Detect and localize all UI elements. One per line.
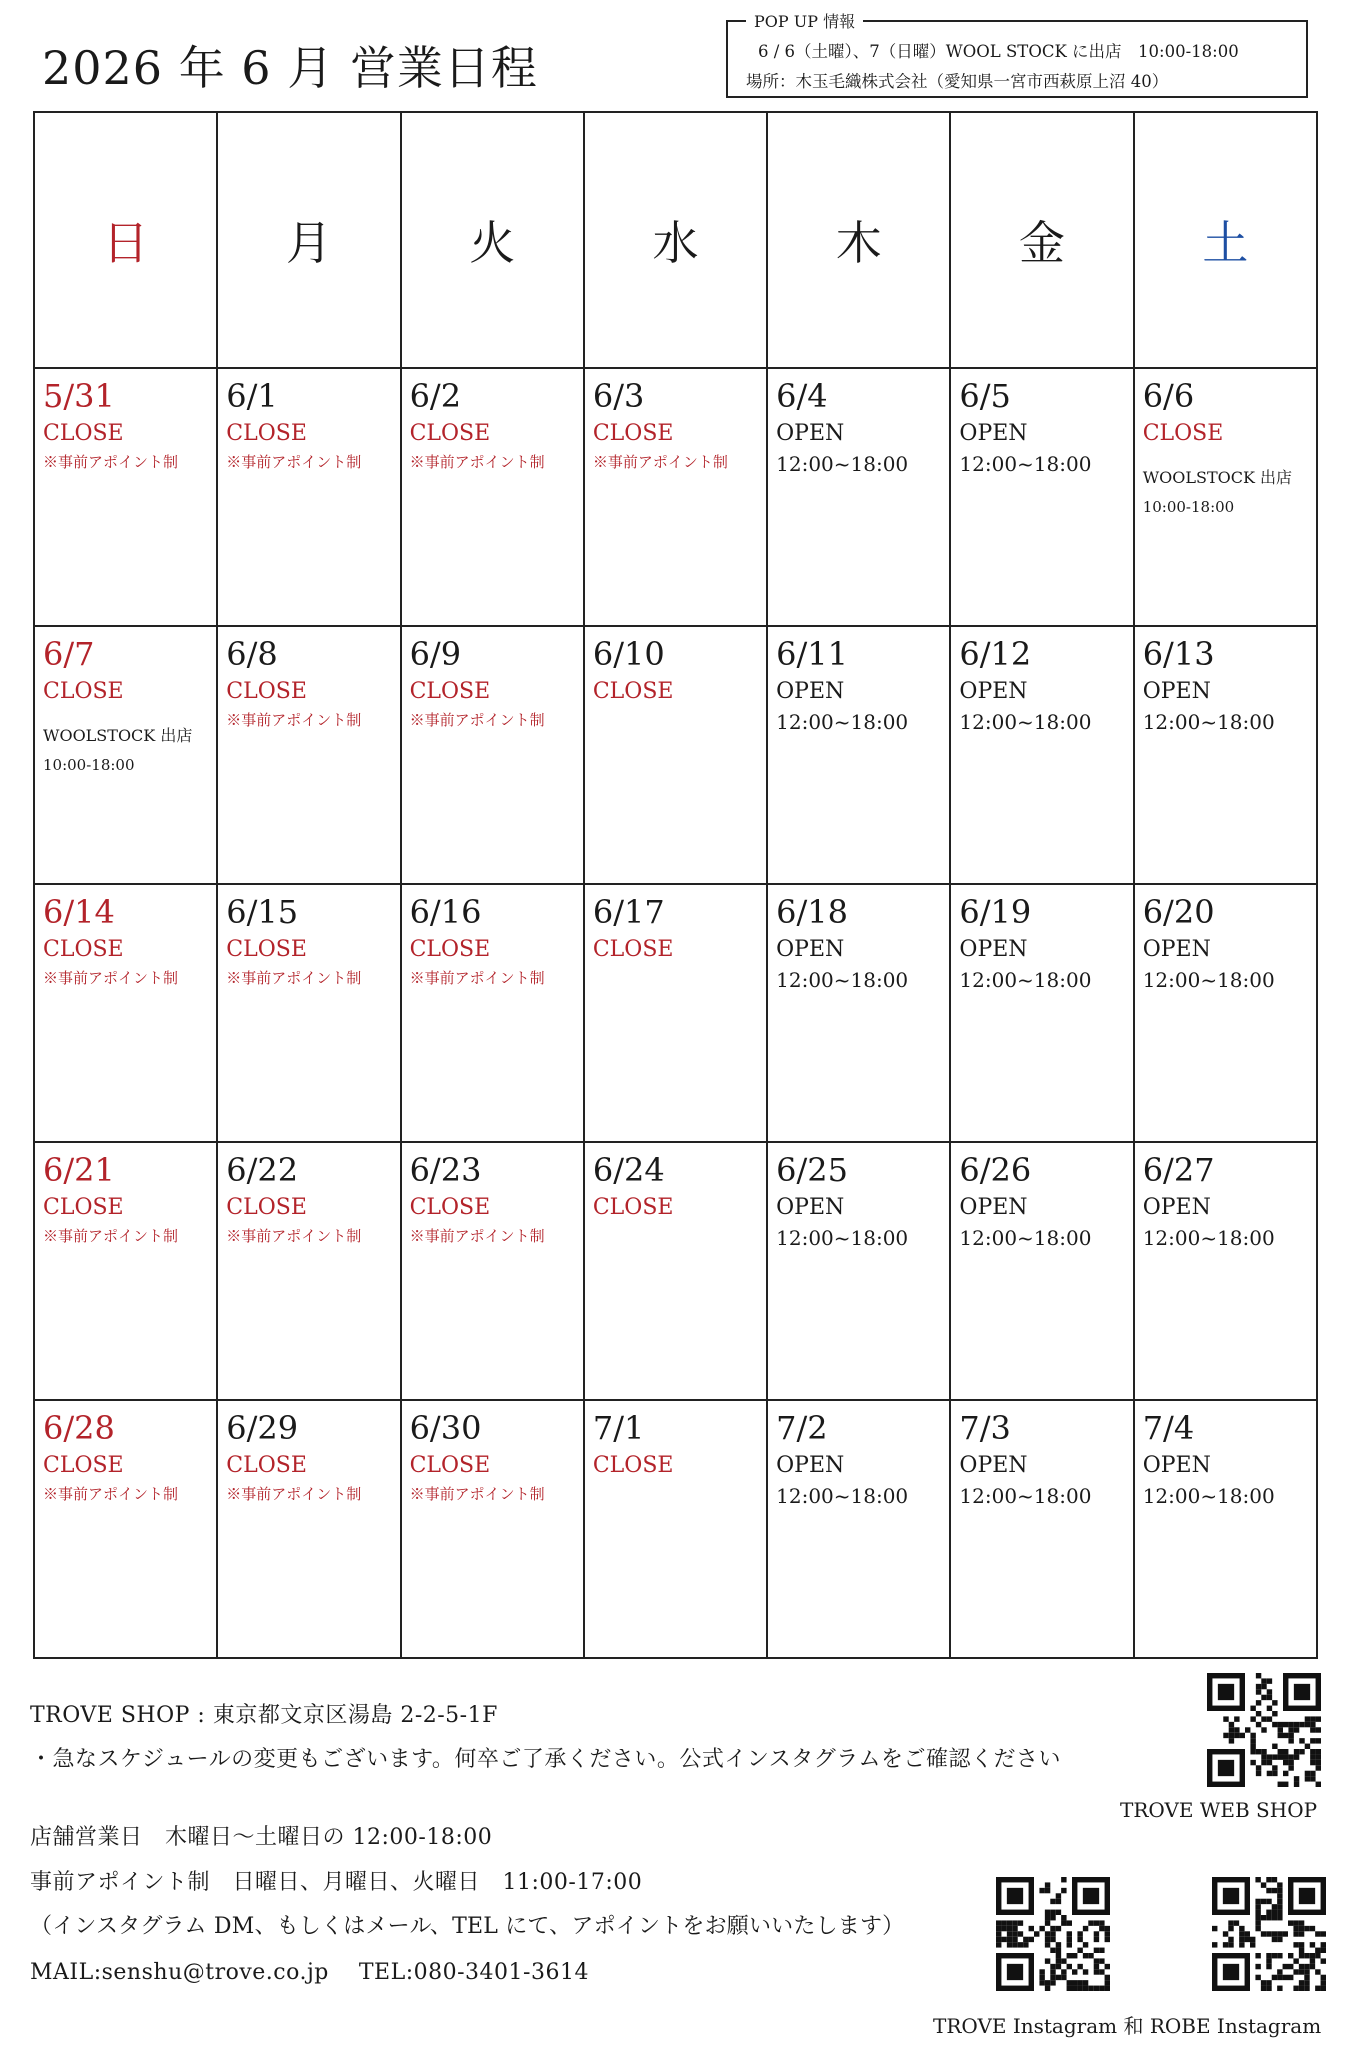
event-time: 10:00-18:00 xyxy=(1142,498,1235,516)
calendar-day-cell xyxy=(1134,368,1317,626)
day-date: 6/27 xyxy=(1142,1151,1215,1189)
weekday-tuesday: 火 xyxy=(401,112,584,368)
day-date: 6/14 xyxy=(43,893,115,931)
weekday-monday: 月 xyxy=(217,112,400,368)
calendar-day-cell xyxy=(950,368,1133,626)
calendar-day-cell xyxy=(217,884,400,1142)
calendar-week-row xyxy=(34,1400,1317,1658)
day-status: OPEN xyxy=(1142,1195,1211,1220)
day-date: 7/3 xyxy=(959,1409,1011,1447)
calendar-week-row xyxy=(34,626,1317,884)
appointment-note: ※事前アポイント制 xyxy=(409,453,545,471)
open-hours: 12:00~18:00 xyxy=(959,968,1092,992)
calendar-day-cell xyxy=(1134,884,1317,1142)
weekday-wednesday: 水 xyxy=(584,112,767,368)
calendar-day-cell xyxy=(34,368,217,626)
calendar-day-cell xyxy=(401,368,584,626)
day-date: 7/4 xyxy=(1142,1409,1195,1447)
popup-info-box xyxy=(726,12,1308,98)
calendar-day-cell xyxy=(34,1400,217,1658)
calendar-day-cell xyxy=(767,368,950,626)
appointment-note: ※事前アポイント制 xyxy=(226,1485,362,1503)
appointment-note: ※事前アポイント制 xyxy=(43,969,179,987)
day-date: 6/19 xyxy=(959,893,1032,931)
day-status: CLOSE xyxy=(226,679,307,704)
calendar-day-cell xyxy=(217,1400,400,1658)
open-hours: 12:00~18:00 xyxy=(776,1484,909,1508)
day-date: 6/18 xyxy=(776,893,848,931)
day-date: 6/8 xyxy=(226,635,278,673)
day-date: 6/1 xyxy=(226,377,278,415)
open-hours: 12:00~18:00 xyxy=(959,1484,1092,1508)
day-date: 7/2 xyxy=(776,1409,828,1447)
open-hours: 12:00~18:00 xyxy=(1142,1484,1275,1508)
day-status: CLOSE xyxy=(592,421,674,446)
schedule-change-notice: ・急なスケジュールの変更もございます。何卒ご了承ください。公式インスタグラムをご確認ください xyxy=(30,1747,1062,1772)
day-status: OPEN xyxy=(959,421,1028,446)
day-date: 6/22 xyxy=(226,1151,299,1189)
calendar-day-cell xyxy=(1134,1400,1317,1658)
open-hours: 12:00~18:00 xyxy=(776,968,909,992)
day-date: 6/9 xyxy=(409,635,462,673)
calendar-day-cell xyxy=(767,626,950,884)
appointment-note: ※事前アポイント制 xyxy=(409,969,545,987)
event-name: WOOLSTOCK 出店 xyxy=(1142,468,1293,487)
calendar-day-cell xyxy=(950,626,1133,884)
calendar-week-row xyxy=(34,1142,1317,1400)
calendar-day-cell xyxy=(34,626,217,884)
day-status: CLOSE xyxy=(409,1195,491,1220)
day-status: CLOSE xyxy=(226,1453,307,1478)
day-status: OPEN xyxy=(959,1453,1028,1478)
day-date: 6/25 xyxy=(776,1151,848,1189)
day-status: CLOSE xyxy=(43,937,124,962)
qr-code-icon[interactable] xyxy=(996,1877,1110,1991)
calendar-day-cell xyxy=(584,884,767,1142)
open-hours: 12:00~18:00 xyxy=(776,710,909,734)
appointment-note: ※事前アポイント制 xyxy=(43,453,179,471)
day-date: 6/2 xyxy=(409,377,462,415)
day-date: 6/26 xyxy=(959,1151,1032,1189)
day-status: OPEN xyxy=(959,679,1028,704)
calendar-day-cell xyxy=(767,884,950,1142)
day-date: 6/10 xyxy=(592,635,665,673)
popup-location: 場所：木玉毛織株式会社（愛知県一宮市西萩原上沼 40） xyxy=(746,72,1169,91)
day-status: OPEN xyxy=(1142,937,1211,962)
day-date: 5/31 xyxy=(43,377,115,415)
calendar-day-cell xyxy=(584,368,767,626)
day-date: 7/1 xyxy=(592,1409,645,1447)
weekday-header-row xyxy=(34,112,1317,368)
schedule-calendar xyxy=(33,111,1318,1659)
appointment-note: ※事前アポイント制 xyxy=(226,711,362,729)
day-status: OPEN xyxy=(1142,679,1211,704)
calendar-day-cell xyxy=(950,1142,1133,1400)
day-status: CLOSE xyxy=(409,937,491,962)
day-status: CLOSE xyxy=(43,679,124,704)
weekday-friday: 金 xyxy=(950,112,1133,368)
calendar-week-row xyxy=(34,368,1317,626)
appointment-note: ※事前アポイント制 xyxy=(409,1485,545,1503)
shop-address: TROVE SHOP : 東京都文京区湯島 2-2-5-1F xyxy=(30,1703,498,1728)
day-status: CLOSE xyxy=(592,937,674,962)
calendar-day-cell xyxy=(217,1142,400,1400)
day-status: OPEN xyxy=(959,937,1028,962)
appointment-note: ※事前アポイント制 xyxy=(226,969,362,987)
day-status: OPEN xyxy=(1142,1453,1211,1478)
day-status: CLOSE xyxy=(409,1453,491,1478)
calendar-day-cell xyxy=(217,368,400,626)
day-date: 6/28 xyxy=(43,1409,115,1447)
day-status: CLOSE xyxy=(43,421,124,446)
calendar-day-cell xyxy=(401,1142,584,1400)
day-date: 6/13 xyxy=(1142,635,1215,673)
appointment-note: ※事前アポイント制 xyxy=(43,1227,179,1245)
appointment-note: ※事前アポイント制 xyxy=(409,1227,545,1245)
day-status: OPEN xyxy=(959,1195,1028,1220)
day-status: OPEN xyxy=(776,421,845,446)
day-date: 6/15 xyxy=(226,893,299,931)
calendar-day-cell xyxy=(950,884,1133,1142)
day-status: OPEN xyxy=(776,1195,845,1220)
day-status: CLOSE xyxy=(226,421,307,446)
event-time: 10:00-18:00 xyxy=(43,756,135,774)
calendar-day-cell xyxy=(1134,1142,1317,1400)
day-status: CLOSE xyxy=(592,679,674,704)
calendar-day-cell xyxy=(767,1400,950,1658)
appointment-note: ※事前アポイント制 xyxy=(592,453,728,471)
day-date: 6/7 xyxy=(43,635,95,673)
qr-code-icon[interactable] xyxy=(1207,1673,1321,1787)
calendar-day-cell xyxy=(34,1142,217,1400)
store-hours: 店舗営業日 木曜日〜土曜日の 12:00-18:00 xyxy=(30,1825,493,1850)
open-hours: 12:00~18:00 xyxy=(776,452,909,476)
calendar-day-cell xyxy=(401,1400,584,1658)
appointment-note: ※事前アポイント制 xyxy=(226,1227,362,1245)
qr-code-icon[interactable] xyxy=(1212,1877,1326,1991)
day-date: 6/24 xyxy=(592,1151,665,1189)
open-hours: 12:00~18:00 xyxy=(959,452,1092,476)
qr-web-shop-label: TROVE WEB SHOP xyxy=(1120,1798,1318,1822)
day-date: 6/23 xyxy=(409,1151,482,1189)
calendar-day-cell xyxy=(950,1400,1133,1658)
weekday-sunday: 日 xyxy=(34,112,217,368)
calendar-day-cell xyxy=(1134,626,1317,884)
appointment-note: ※事前アポイント制 xyxy=(43,1485,179,1503)
day-status: CLOSE xyxy=(592,1453,674,1478)
day-date: 6/6 xyxy=(1142,377,1195,415)
day-date: 6/29 xyxy=(226,1409,299,1447)
day-date: 6/17 xyxy=(592,893,665,931)
calendar-day-cell xyxy=(584,1400,767,1658)
day-date: 6/12 xyxy=(959,635,1032,673)
calendar-day-cell xyxy=(401,884,584,1142)
popup-dates: 6 / 6（土曜）、7（日曜）WOOL STOCK に出店 10:00-18:00 xyxy=(758,42,1239,61)
contact-info: MAIL:senshu@trove.co.jp TEL:080-3401-3614 xyxy=(30,1960,589,1985)
appointment-method: （インスタグラム DM、もしくはメール、TEL にて、アポイントをお願いいたします） xyxy=(30,1914,905,1939)
calendar-day-cell xyxy=(767,1142,950,1400)
day-date: 6/11 xyxy=(776,635,848,673)
event-name: WOOLSTOCK 出店 xyxy=(43,726,193,745)
calendar-day-cell xyxy=(584,626,767,884)
day-date: 6/4 xyxy=(776,377,828,415)
calendar-day-cell xyxy=(584,1142,767,1400)
day-status: OPEN xyxy=(776,1453,845,1478)
calendar-day-cell xyxy=(401,626,584,884)
calendar-week-row xyxy=(34,884,1317,1142)
weekday-thursday: 木 xyxy=(767,112,950,368)
day-status: CLOSE xyxy=(43,1195,124,1220)
day-status: OPEN xyxy=(776,937,845,962)
qr-instagram-label: TROVE Instagram 和 ROBE Instagram xyxy=(933,2014,1322,2038)
day-status: CLOSE xyxy=(1142,421,1224,446)
weekday-saturday: 土 xyxy=(1134,112,1317,368)
day-date: 6/5 xyxy=(959,377,1011,415)
day-status: CLOSE xyxy=(592,1195,674,1220)
day-date: 6/16 xyxy=(409,893,482,931)
day-status: OPEN xyxy=(776,679,845,704)
day-date: 6/20 xyxy=(1142,893,1215,931)
day-status: CLOSE xyxy=(226,937,307,962)
page-title: 2026 年 6 月 営業日程 xyxy=(42,41,538,95)
open-hours: 12:00~18:00 xyxy=(959,1226,1092,1250)
appointment-note: ※事前アポイント制 xyxy=(226,453,362,471)
open-hours: 12:00~18:00 xyxy=(776,1226,909,1250)
day-status: CLOSE xyxy=(43,1453,124,1478)
day-status: CLOSE xyxy=(226,1195,307,1220)
appointment-hours: 事前アポイント制 日曜日、月曜日、火曜日 11:00-17:00 xyxy=(30,1870,643,1895)
day-date: 6/3 xyxy=(592,377,645,415)
open-hours: 12:00~18:00 xyxy=(959,710,1092,734)
day-date: 6/30 xyxy=(409,1409,482,1447)
day-status: CLOSE xyxy=(409,421,491,446)
calendar-day-cell xyxy=(217,626,400,884)
day-status: CLOSE xyxy=(409,679,491,704)
popup-heading: POP UP 情報 xyxy=(746,9,863,32)
open-hours: 12:00~18:00 xyxy=(1142,968,1275,992)
open-hours: 12:00~18:00 xyxy=(1142,710,1275,734)
calendar-day-cell xyxy=(34,884,217,1142)
appointment-note: ※事前アポイント制 xyxy=(409,711,545,729)
open-hours: 12:00~18:00 xyxy=(1142,1226,1275,1250)
day-date: 6/21 xyxy=(43,1151,115,1189)
